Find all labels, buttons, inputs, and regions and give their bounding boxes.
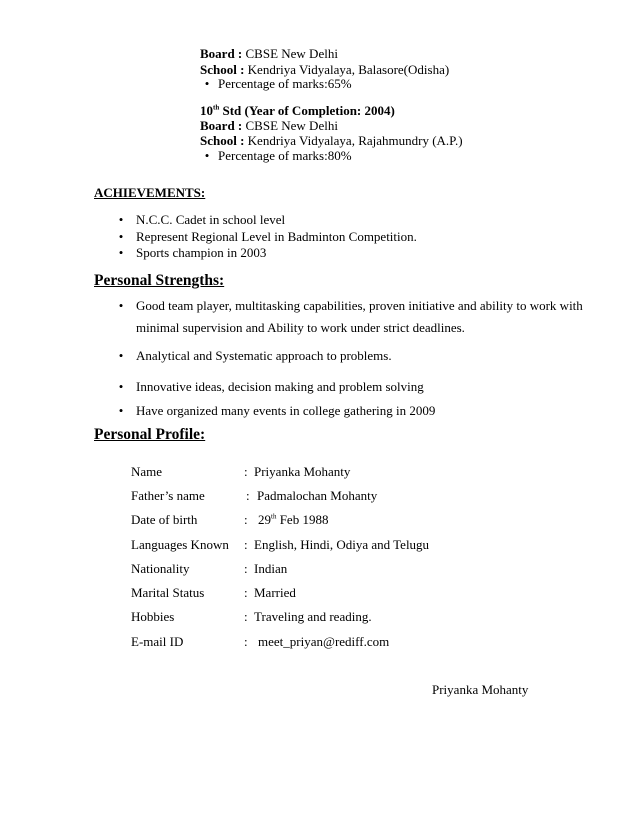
profile-label: Name: [131, 464, 163, 479]
profile-colon: :: [244, 609, 248, 624]
profile-label: Date of birth: [131, 512, 198, 527]
profile-colon: :: [244, 634, 248, 649]
profile-label: Hobbies: [131, 609, 175, 624]
edu-std-line: [200, 103, 395, 119]
profile-value: Married: [254, 585, 296, 600]
bullet-icon: •: [118, 348, 124, 363]
achievement-text: N.C.C. Cadet in school level: [136, 212, 286, 227]
profile-heading: Personal Profile:: [94, 426, 206, 443]
achievements-heading: ACHIEVEMENTS:: [94, 185, 206, 200]
dob-rest: Feb 1988: [279, 512, 329, 527]
profile-colon: :: [244, 561, 248, 576]
edu-school-value: Kendriya Vidyalaya, Balasore(Odisha): [247, 62, 450, 77]
strength-text: Have organized many events in college gathering in 2009: [136, 403, 436, 418]
profile-label: Languages Known: [131, 537, 229, 552]
edu-std-prefix: 10: [200, 103, 213, 118]
strength-text-continued: minimal supervision and Ability to work under strict deadlines.: [136, 320, 465, 335]
profile-label: E-mail ID: [131, 634, 184, 649]
achievement-text: Sports champion in 2003: [136, 245, 267, 260]
strength-text: Innovative ideas, decision making and problem solving: [136, 379, 424, 394]
bullet-icon: •: [118, 298, 124, 313]
edu-board-value: CBSE New Delhi: [245, 118, 338, 133]
profile-value: [258, 512, 328, 528]
profile-colon: :: [246, 488, 250, 503]
profile-value: Padmalochan Mohanty: [257, 488, 378, 503]
bullet-icon: •: [118, 245, 124, 260]
strength-text: Good team player, multitasking capabilities, proven initiative and ability to work with: [136, 298, 583, 313]
profile-value: meet_priyan@rediff.com: [258, 634, 390, 649]
strength-text: Analytical and Systematic approach to problems.: [136, 348, 392, 363]
edu-marks-text: Percentage of marks:80%: [218, 148, 352, 163]
profile-label: Father’s name: [131, 488, 205, 503]
edu-school-label: School :: [200, 62, 245, 77]
dob-day-sup: th: [271, 512, 277, 521]
profile-value: Traveling and reading.: [254, 609, 372, 624]
profile-colon: :: [244, 464, 248, 479]
edu-school-value: Kendriya Vidyalaya, Rajahmundry (A.P.): [247, 133, 463, 148]
profile-colon: :: [244, 585, 248, 600]
profile-value: Indian: [254, 561, 288, 576]
achievement-text: Represent Regional Level in Badminton Competition.: [136, 229, 417, 244]
edu-board-value: CBSE New Delhi: [245, 46, 338, 61]
edu-board-line-1: [200, 46, 338, 62]
bullet-icon: •: [204, 148, 210, 163]
signature-name: Priyanka Mohanty: [432, 682, 529, 697]
profile-colon: :: [244, 537, 248, 552]
bullet-icon: •: [118, 379, 124, 394]
edu-std-sup: th: [213, 103, 220, 112]
bullet-icon: •: [204, 76, 210, 91]
bullet-icon: •: [118, 403, 124, 418]
profile-value: English, Hindi, Odiya and Telugu: [254, 537, 430, 552]
edu-board-label: Board :: [200, 46, 243, 61]
profile-label: Nationality: [131, 561, 190, 576]
profile-colon: :: [244, 512, 248, 527]
edu-board-label: Board :: [200, 118, 243, 133]
dob-day: 29: [258, 512, 271, 527]
profile-label: Marital Status: [131, 585, 205, 600]
edu-school-label: School :: [200, 133, 245, 148]
strengths-heading: Personal Strengths:: [94, 272, 225, 289]
edu-marks-text: Percentage of marks:65%: [218, 76, 352, 91]
edu-school-line-2: [200, 133, 463, 149]
profile-value: Priyanka Mohanty: [254, 464, 351, 479]
edu-std-rest: Std (Year of Completion: 2004): [222, 103, 395, 118]
bullet-icon: •: [118, 229, 124, 244]
edu-board-line-2: [200, 118, 338, 134]
bullet-icon: •: [118, 212, 124, 227]
